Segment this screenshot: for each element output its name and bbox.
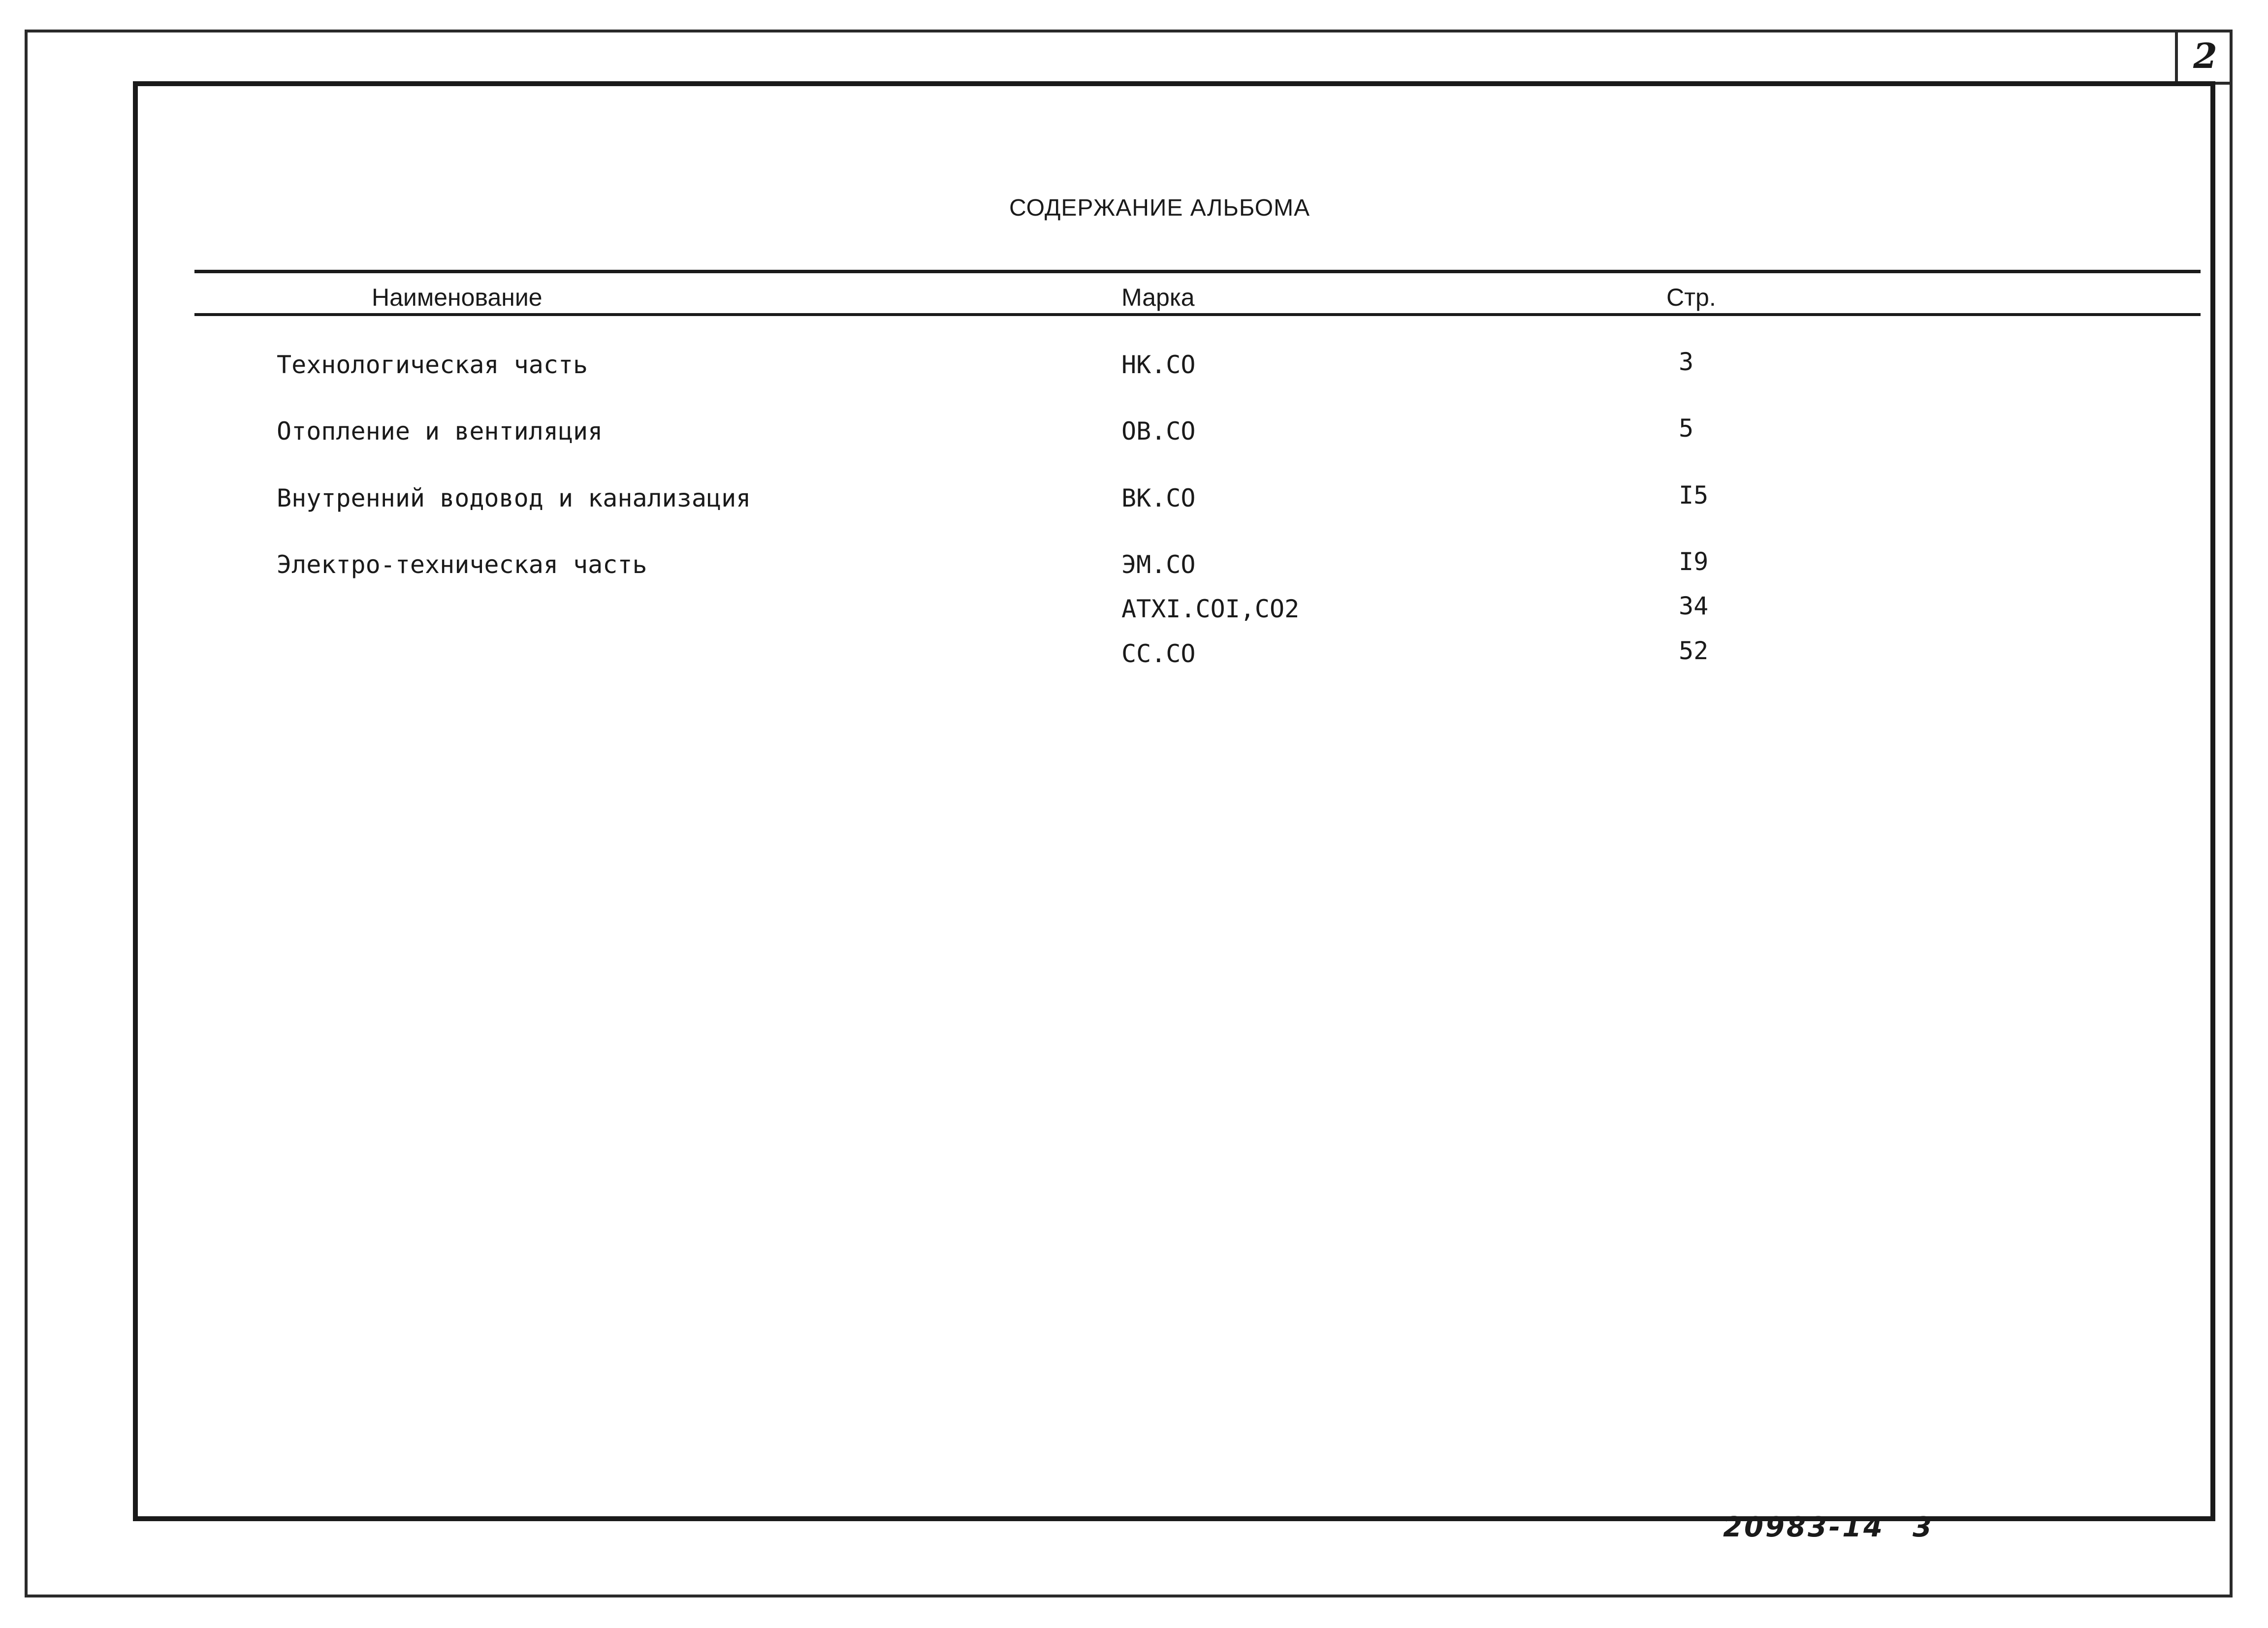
row-page: 5 [1679,414,1694,443]
page-number: 3 [1913,1511,1932,1543]
sheet-number: 2 [2175,30,2233,85]
table-top-rule [194,270,2201,273]
row-mark: ЭМ.СО [1121,550,1196,579]
row-page: 52 [1679,637,1709,665]
row-name: Внутренний водовод и канализация [277,484,751,512]
row-name: Отопление и вентиляция [277,417,603,446]
row-mark: АТХI.СОI,СО2 [1121,595,1300,623]
row-name: Технологическая часть [277,351,588,379]
row-mark: ВК.СО [1121,484,1196,512]
row-mark: СС.СО [1121,639,1196,668]
row-page: I9 [1679,547,1709,576]
page-title: СОДЕРЖАНИЕ АЛЬБОМА [1009,195,1310,221]
document-code: 20983-14 [1723,1511,1885,1543]
column-header-name: Наименование [372,284,543,311]
row-name: Электро-техническая часть [277,550,647,579]
column-header-page: Стр. [1666,284,1716,311]
row-page: 3 [1679,348,1694,376]
row-page: 34 [1679,592,1709,620]
row-page: I5 [1679,481,1709,510]
column-header-mark: Марка [1121,284,1195,311]
table-header-rule [194,313,2201,316]
row-mark: ОВ.СО [1121,417,1196,446]
row-mark: НК.СО [1121,351,1196,379]
